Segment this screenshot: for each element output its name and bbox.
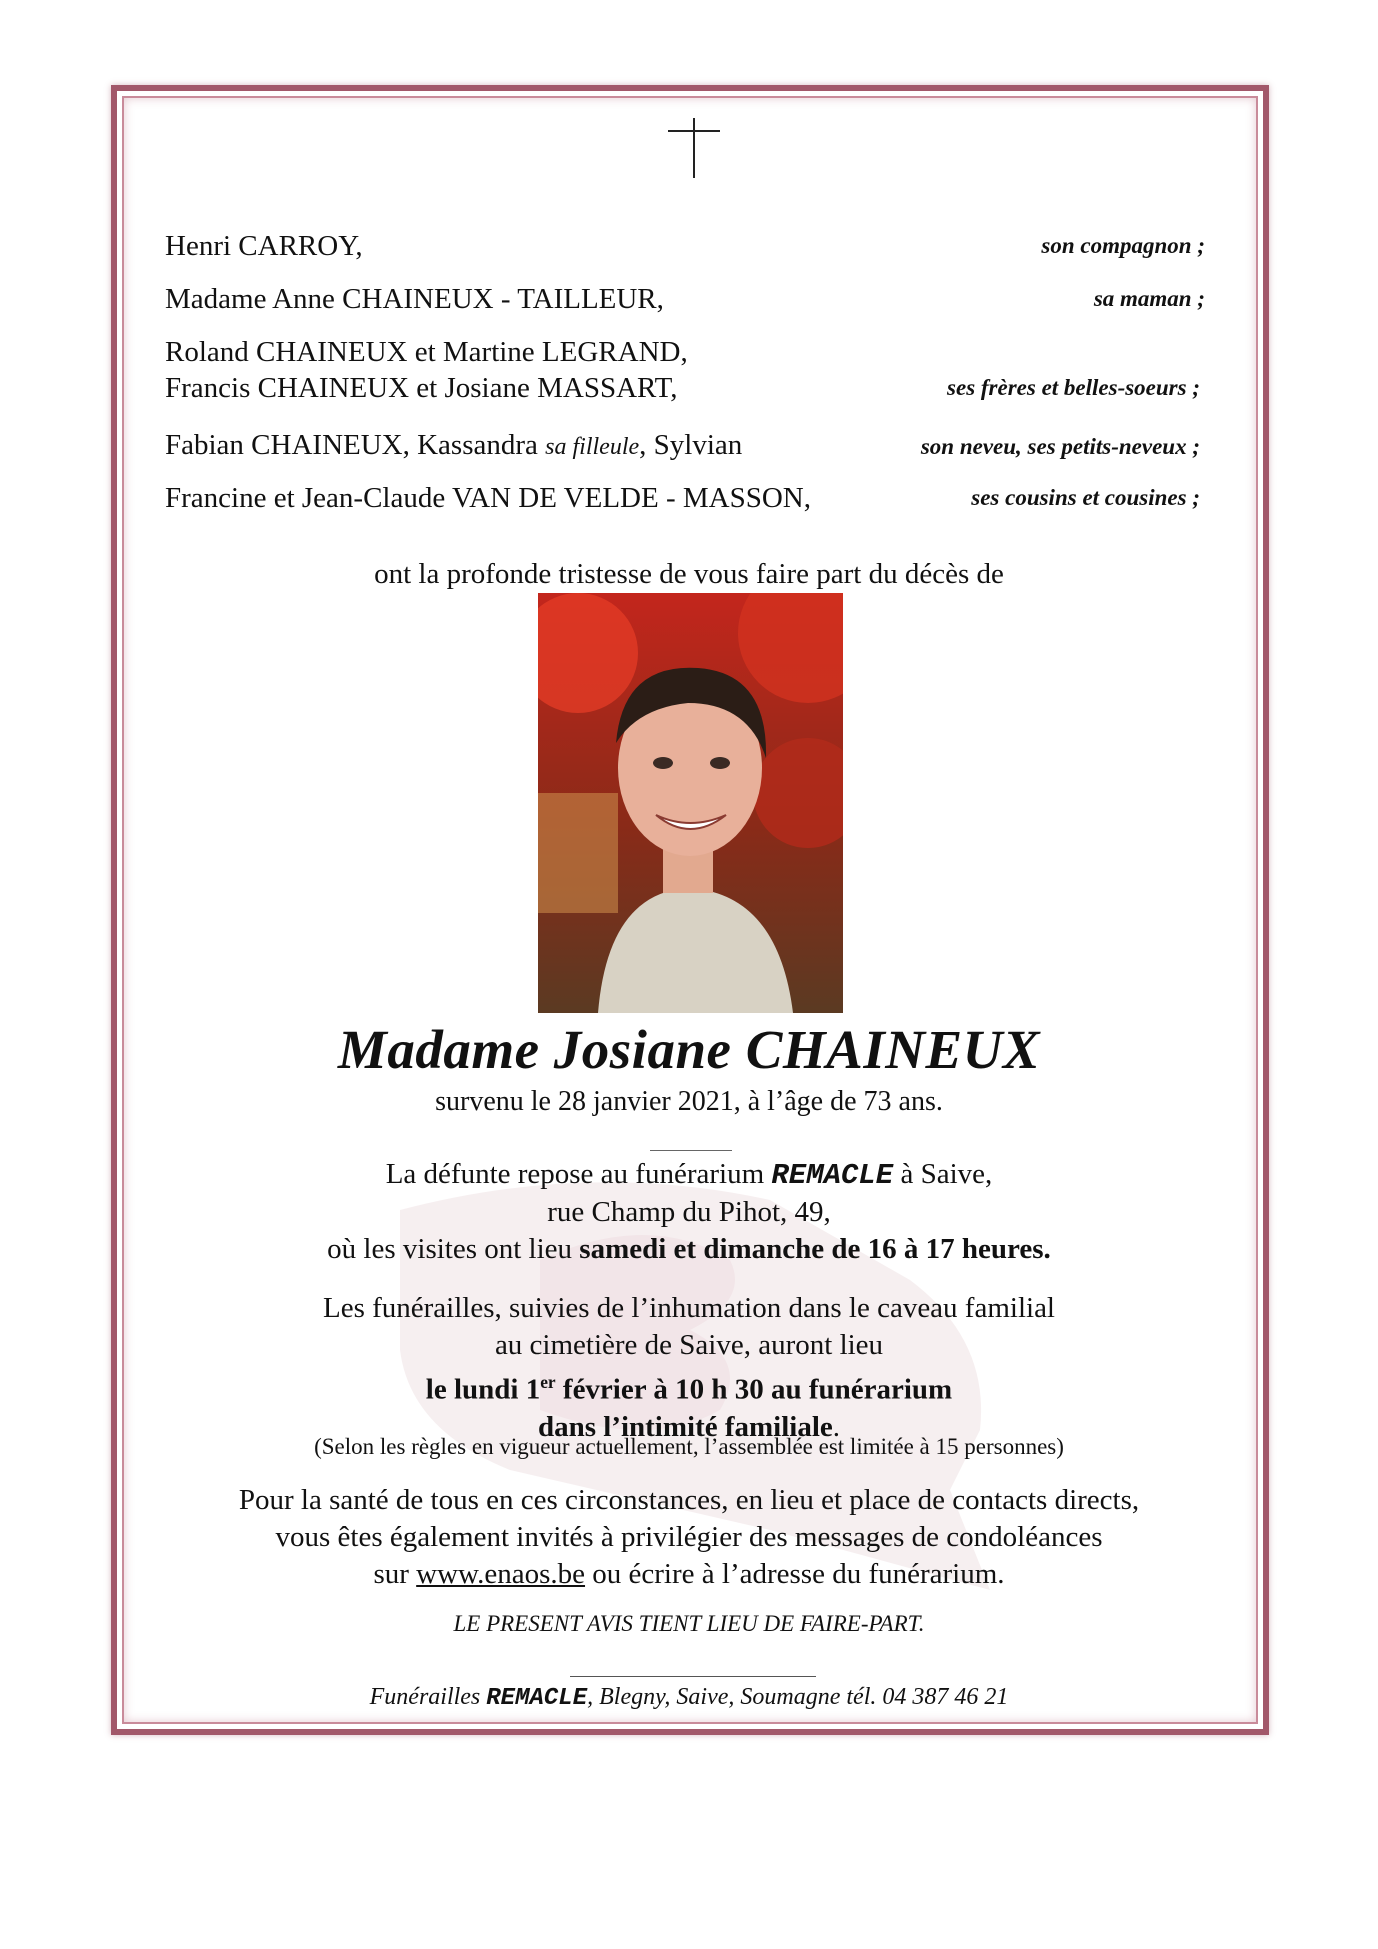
cross-icon xyxy=(668,118,720,178)
repose-line-3 xyxy=(150,1231,1228,1268)
text: Funérailles xyxy=(369,1684,487,1710)
family-line-3 xyxy=(165,334,1205,406)
text: ou écrire à l’adresse du funérarium. xyxy=(585,1558,1005,1590)
superscript: er xyxy=(540,1372,556,1392)
funerailles-line-1: Les funérailles, suivies de l’inhumation dans le caveau familial xyxy=(322,1292,1055,1324)
condoleances-line-3 xyxy=(150,1556,1228,1593)
funerailles-date xyxy=(150,1364,1228,1409)
funerailles-paragraph xyxy=(150,1290,1228,1446)
family-names: Francine et Jean-Claude VAN DE VELDE - MASSON, xyxy=(165,482,811,514)
intimacy-text: dans l’intimité familiale xyxy=(537,1410,833,1443)
text: La défunte repose au funérarium xyxy=(385,1158,772,1190)
family-line-1 xyxy=(165,228,1205,264)
visit-hours: samedi et dimanche de 16 à 17 heures. xyxy=(579,1233,1051,1265)
brand-name: REMACLE xyxy=(771,1159,894,1192)
condoleances-line-1: Pour la santé de tous en ces circonstances, en lieu et place de contacts directs, xyxy=(238,1484,1140,1516)
deceased-name: Madame Josiane CHAINEUX xyxy=(337,1019,1041,1080)
family-names-part: Fabian CHAINEUX, Kassandra xyxy=(165,429,538,461)
family-relation: son neveu, ses petits-neveux ; xyxy=(920,434,1200,459)
family-relation: sa maman ; xyxy=(1093,286,1205,311)
footer xyxy=(150,1684,1228,1712)
family-line-5 xyxy=(165,480,1205,516)
notice-text: LE PRESENT AVIS TIENT LIEU DE FAIRE-PART. xyxy=(453,1611,925,1636)
text: où les visites ont lieu xyxy=(327,1233,580,1265)
family-names: Francis CHAINEUX et Josiane MASSART, xyxy=(165,372,678,404)
family-line-4 xyxy=(165,427,1205,465)
family-line-2 xyxy=(165,281,1205,317)
family-names xyxy=(165,427,742,465)
family-names: Roland CHAINEUX et Martine LEGRAND, xyxy=(165,336,688,368)
brand-name: REMACLE xyxy=(486,1685,588,1712)
family-names-italic: sa filleule xyxy=(545,434,640,460)
funerailles-line-2: au cimetière de Saive, auront lieu xyxy=(494,1329,884,1361)
text: le lundi 1 xyxy=(425,1373,541,1406)
repose-paragraph xyxy=(150,1156,1228,1268)
family-names: Henri CARROY, xyxy=(165,230,363,262)
family-relation: ses frères et belles-soeurs ; xyxy=(947,375,1200,400)
text: . xyxy=(832,1410,841,1443)
date-age-text: survenu le 28 janvier 2021, à l’âge de 73 ans. xyxy=(435,1086,943,1117)
portrait-photo xyxy=(538,593,843,1013)
condoleances-line-2: vous êtes également invités à privilégier des messages de condoléances xyxy=(275,1521,1103,1553)
text: sur xyxy=(373,1558,417,1590)
family-names-part: , Sylvian xyxy=(639,429,743,461)
family-names: Madame Anne CHAINEUX - TAILLEUR, xyxy=(165,283,664,315)
family-relation: son compagnon ; xyxy=(1041,233,1205,258)
website-link[interactable]: www.enaos.be xyxy=(416,1558,586,1590)
repose-address: rue Champ du Pihot, 49, xyxy=(547,1196,831,1228)
text: février à 10 h 30 au funérarium xyxy=(555,1373,953,1406)
rules-note: (Selon les règles en vigueur actuellement, l’assemblée est limitée à 15 personnes) xyxy=(314,1434,1064,1459)
separator xyxy=(650,1150,732,1151)
family-relation: ses cousins et cousines ; xyxy=(971,485,1200,510)
intro-text: ont la profonde tristesse de vous faire part du décès de xyxy=(374,558,1004,590)
condoleances-paragraph xyxy=(150,1482,1228,1593)
footer-contact: , Blegny, Saive, Soumagne tél. 04 387 46 21 xyxy=(587,1684,1009,1710)
repose-line-1 xyxy=(150,1156,1228,1194)
text: à Saive, xyxy=(893,1158,993,1190)
separator xyxy=(570,1676,816,1677)
